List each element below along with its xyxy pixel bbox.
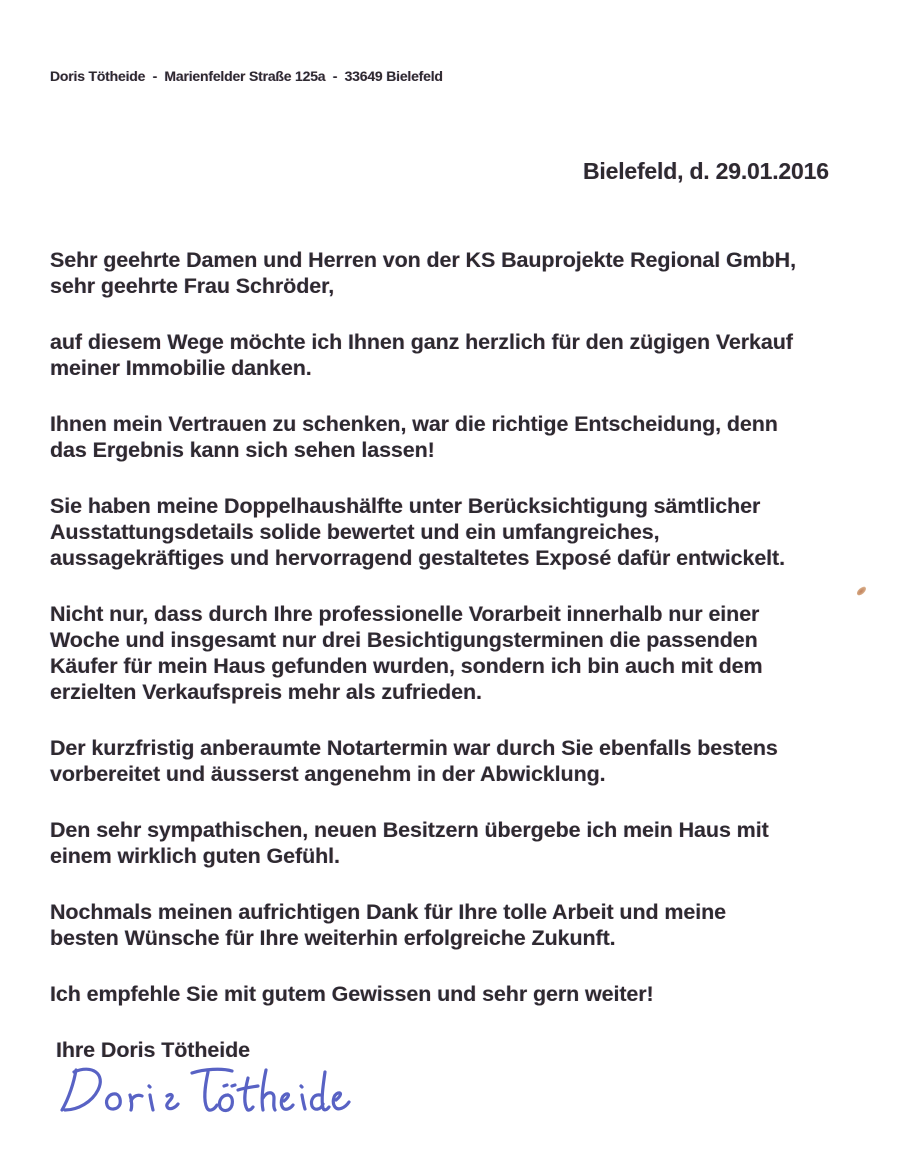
letter-line: Nicht nur, dass durch Ihre professionelle Vorarbeit innerhalb nur einer: [50, 602, 760, 626]
salutation-paragraph: [50, 247, 880, 299]
letter-line: Der kurzfristig anberaumte Notartermin war durch Sie ebenfalls bestens: [50, 736, 778, 760]
date-line: Bielefeld, d. 29.01.2016: [583, 158, 829, 184]
paragraph-thanks: [50, 329, 880, 381]
letter-line: besten Wünsche für Ihre weiterhin erfolgreiche Zukunft.: [50, 926, 616, 950]
paragraph-gratitude: [50, 899, 880, 951]
letter-line: sehr geehrte Frau Schröder,: [50, 274, 335, 298]
paragraph-owners: [50, 817, 880, 869]
letter-line: vorbereitet und äusserst angenehm in der Abwicklung.: [50, 762, 606, 786]
letter-line: meiner Immobilie danken.: [50, 356, 312, 380]
letter-line: Käufer für mein Haus gefunden wurden, sondern ich bin auch mit dem: [50, 654, 763, 678]
letter-line: Ihnen mein Vertrauen zu schenken, war die richtige Entscheidung, denn: [50, 412, 778, 436]
letter-line: aussagekräftiges und hervorragend gestaltetes Exposé dafür entwickelt.: [50, 546, 785, 570]
letter-line: auf diesem Wege möchte ich Ihnen ganz herzlich für den zügigen Verkauf: [50, 330, 793, 354]
signature-handwriting: [52, 1060, 352, 1124]
letter-line: Sehr geehrte Damen und Herren von der KS Bauprojekte Regional GmbH,: [50, 248, 796, 272]
paragraph-sale: [50, 601, 880, 705]
letter-line: das Ergebnis kann sich sehen lassen!: [50, 438, 435, 462]
letter-line: Sie haben meine Doppelhaushälfte unter Berücksichtigung sämtlicher: [50, 494, 761, 518]
paragraph-notary: [50, 735, 880, 787]
letter-line: einem wirklich guten Gefühl.: [50, 844, 340, 868]
letter-line: Woche und insgesamt nur drei Besichtigungsterminen die passenden: [50, 628, 758, 652]
letter-line: Nochmals meinen aufrichtigen Dank für Ihre tolle Arbeit und meine: [50, 900, 727, 924]
paragraph-expose: [50, 493, 880, 571]
letter-line: Ihre Doris Tötheide: [56, 1038, 251, 1062]
signature-ink-strokes: [62, 1069, 349, 1110]
paragraph-trust: [50, 411, 880, 463]
letter-body: [50, 247, 880, 1093]
sender-address-line: Doris Tötheide - Marienfelder Straße 125a - 33649 Bielefeld: [50, 68, 443, 84]
letter-line: Ich empfehle Sie mit gutem Gewissen und sehr gern weiter!: [50, 982, 654, 1006]
letter-line: Ausstattungsdetails solide bewertet und ein umfangreiches,: [50, 520, 660, 544]
paragraph-recommendation: [50, 981, 880, 1007]
letter-line: Den sehr sympathischen, neuen Besitzern übergebe ich mein Haus mit: [50, 818, 769, 842]
letter-line: erzielten Verkaufspreis mehr als zufrieden.: [50, 680, 482, 704]
signature-svg: [52, 1060, 352, 1124]
